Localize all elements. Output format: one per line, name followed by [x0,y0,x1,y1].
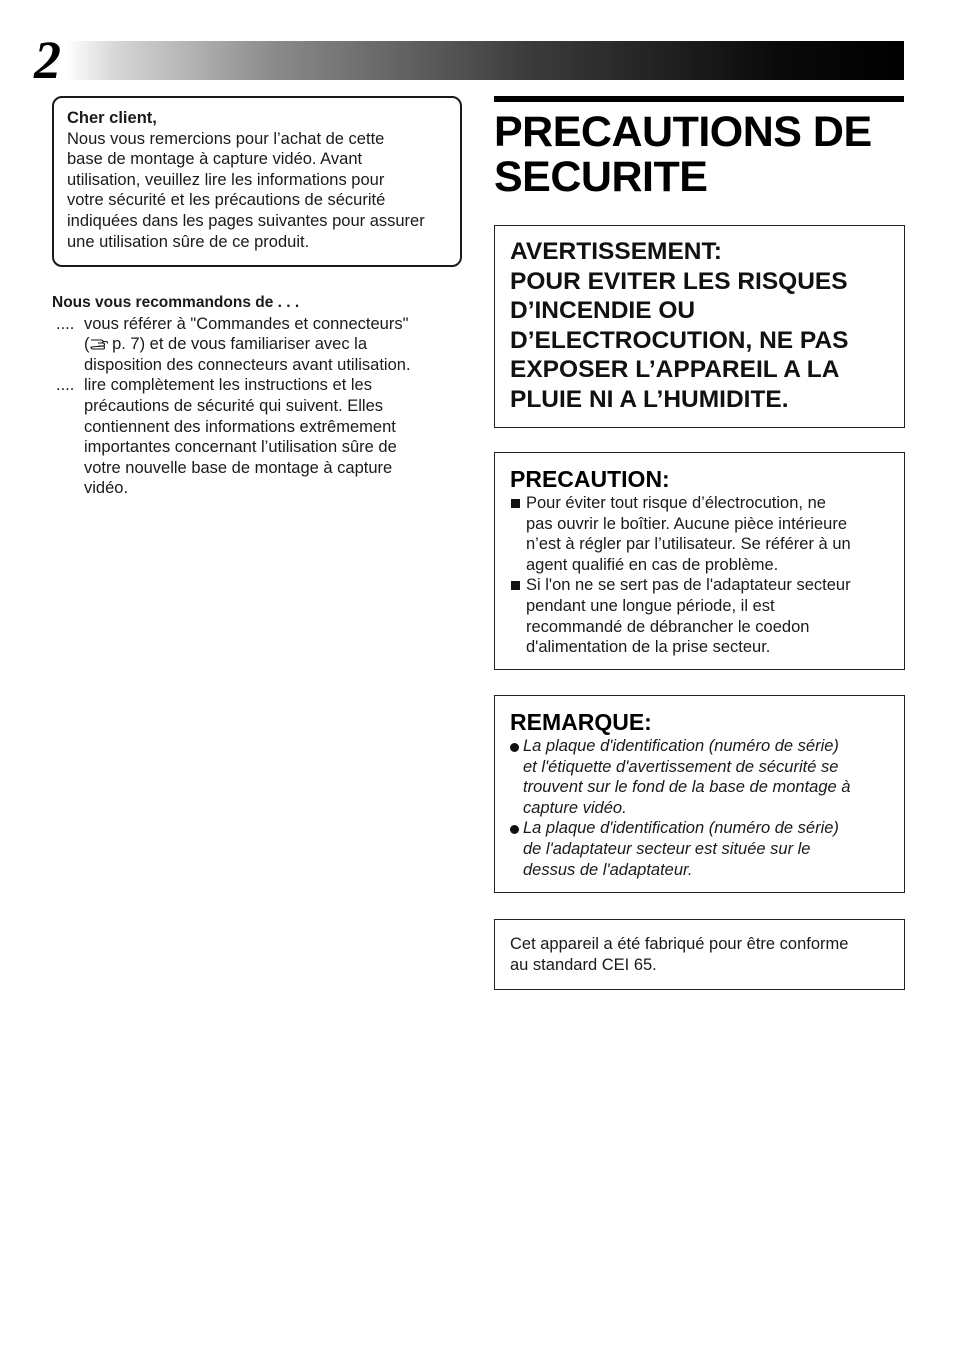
precaution-line: pas ouvrir le boîtier. Aucune pièce intérieure [526,514,848,533]
recommendations-heading: Nous vous recommandons de . . . [52,294,300,311]
standard-compliance-box [494,919,905,990]
welcome-box [52,96,462,267]
page-number: 2 [34,30,61,90]
warning-line: AVERTISSEMENT: [510,238,722,265]
recommendation-item [52,314,452,376]
remark-box [494,695,905,893]
remark-heading: REMARQUE: [510,709,652,735]
remark-line: La plaque d'identification (numéro de série) [523,737,839,755]
recommendations-section [52,293,452,499]
round-bullet-icon [510,825,519,834]
standard-line: Cet appareil a été fabriqué pour être conforme [510,935,849,953]
remark-line: La plaque d'identification (numéro de série) [523,819,839,838]
title-rule [494,96,904,102]
square-bullet-icon [511,581,520,590]
recommendation-line: importantes concernant l’utilisation sûre de [84,438,397,457]
warning-line: EXPOSER L’APPAREIL A LA [510,356,840,383]
welcome-title: Cher client, [67,109,157,127]
precaution-list [510,493,891,658]
warning-line: POUR EVITER LES RISQUES [510,267,848,295]
pointing-hand-icon [90,336,108,350]
recommendation-line: contiennent des informations extrêmement [84,417,396,436]
recommendation-line: vidéo. [84,479,129,498]
page-title [494,110,914,200]
round-bullet-icon [510,743,519,752]
precaution-line: d'alimentation de la prise secteur. [526,638,771,657]
precaution-line: Si l'on ne se sert pas de l'adaptateur secteur [526,576,851,595]
page-reference: p. 7) et de vous familiariser avec la [107,335,368,354]
warning-line: D’ELECTROCUTION, NE PAS [510,326,849,354]
remark-line: de l'adaptateur secteur est située sur le [523,839,811,858]
recommendation-line: vous référer à "Commandes et connecteurs" [84,314,409,333]
warning-line: PLUIE NI A L’HUMIDITE. [510,385,789,413]
remark-item [510,736,891,818]
warning-text [510,237,891,414]
remark-line: dessus de l'adaptateur. [523,860,693,879]
precaution-line: pendant une longue période, il est [526,596,775,615]
paren-open: ( [84,335,90,354]
warning-line: D’INCENDIE OU [510,297,696,324]
welcome-line: Nous vous remercions pour l’achat de cette [67,129,385,148]
welcome-line: votre sécurité et les précautions de sécurité [67,191,386,210]
leader-dots: .... [56,314,75,333]
page-title-line: PRECAUTIONS DE [494,108,872,156]
precaution-line: agent qualifié en cas de problème. [526,555,779,574]
precaution-line: Pour éviter tout risque d’électrocution, ne [526,494,826,512]
precaution-box [494,452,905,670]
remark-line: et l'étiquette d'avertissement de sécurité se [523,757,839,776]
remark-line: trouvent sur le fond de la base de montage à [523,778,851,797]
precaution-line: recommandé de débrancher le coedon [526,617,810,636]
leader-dots: .... [56,376,75,395]
precaution-line: n’est à régler par l’utilisateur. Se référer à un [526,535,851,554]
welcome-line: utilisation, veuillez lire les informations pour [67,170,385,189]
warning-box [494,225,905,428]
remark-line: capture vidéo. [523,798,627,817]
precaution-item [510,493,891,575]
recommendation-line [84,334,452,355]
recommendation-item [52,375,452,499]
welcome-line: base de montage à capture vidéo. Avant [67,150,363,169]
square-bullet-icon [511,499,520,508]
recommendation-line: précautions de sécurité qui suivent. Elles [84,396,383,415]
precaution-heading: PRECAUTION: [510,466,670,492]
welcome-line: indiquées dans les pages suivantes pour assurer [67,211,425,230]
welcome-line: une utilisation sûre de ce produit. [67,232,310,251]
precaution-item [510,575,891,657]
recommendation-line: votre nouvelle base de montage à capture [84,458,393,477]
recommendation-line: disposition des connecteurs avant utilisation. [84,355,411,374]
standard-text [510,934,891,975]
remark-item [510,818,891,880]
recommendation-line: lire complètement les instructions et les [84,376,372,395]
remark-list [510,736,891,880]
standard-line: au standard CEI 65. [510,955,657,974]
page-title-line: SECURITE [494,153,708,201]
header-gradient-bar [66,41,904,80]
